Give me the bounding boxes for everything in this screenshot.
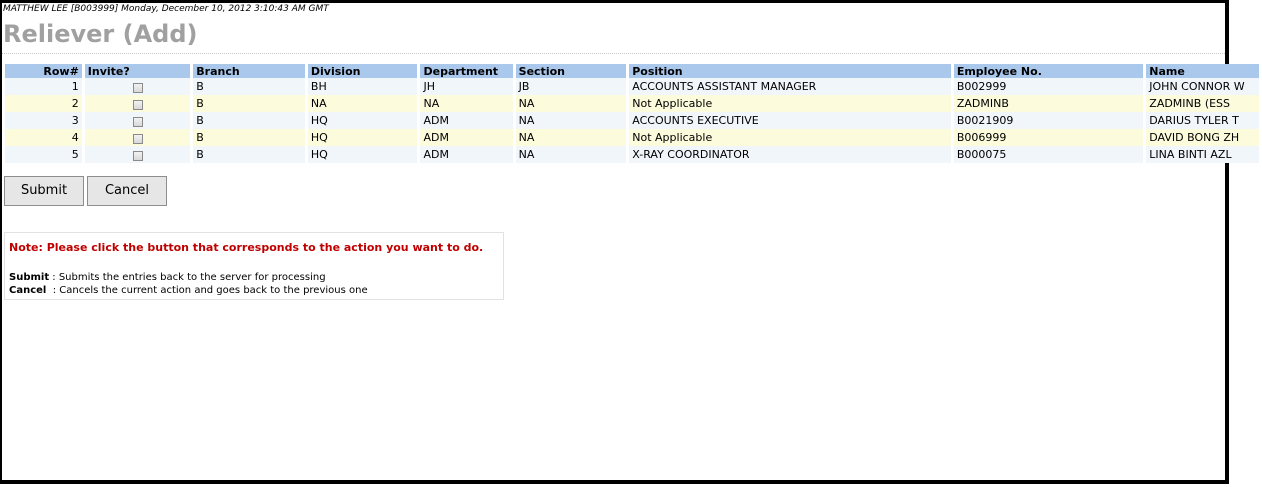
division-cell: HQ bbox=[308, 146, 418, 163]
section-cell: NA bbox=[516, 95, 627, 112]
position-cell: Not Applicable bbox=[629, 129, 951, 146]
name-cell: ZADMINB (ESS bbox=[1146, 95, 1259, 112]
page-title: Reliever (Add) bbox=[3, 20, 198, 48]
table-row bbox=[5, 146, 1259, 163]
position-cell: ACCOUNTS ASSISTANT MANAGER bbox=[629, 78, 951, 95]
section-cell: NA bbox=[516, 129, 627, 146]
name-cell: LINA BINTI AZL bbox=[1146, 146, 1259, 163]
col-header-division: Division bbox=[308, 64, 418, 78]
cancel-button[interactable]: Cancel bbox=[87, 176, 167, 206]
user-session-line: MATTHEW LEE [B003999] Monday, December 10, 2012 3:10:43 AM GMT bbox=[3, 4, 329, 14]
row-number: 3 bbox=[5, 112, 82, 129]
col-header-name: Name bbox=[1146, 64, 1259, 78]
invite-cell bbox=[85, 112, 190, 129]
employee-no-cell: B002999 bbox=[954, 78, 1143, 95]
name-cell: JOHN CONNOR W bbox=[1146, 78, 1259, 95]
table-row bbox=[5, 95, 1259, 112]
table-header-row bbox=[5, 64, 1259, 78]
employee-no-cell: B000075 bbox=[954, 146, 1143, 163]
branch-cell: B bbox=[193, 146, 305, 163]
name-cell: DAVID BONG ZH bbox=[1146, 129, 1259, 146]
division-cell: HQ bbox=[308, 112, 418, 129]
row-number: 1 bbox=[5, 78, 82, 95]
note-submit-line bbox=[9, 272, 326, 283]
department-cell: ADM bbox=[420, 129, 512, 146]
branch-cell: B bbox=[193, 129, 305, 146]
row-number: 4 bbox=[5, 129, 82, 146]
table-row bbox=[5, 129, 1259, 146]
position-cell: X-RAY COORDINATOR bbox=[629, 146, 951, 163]
note-submit-desc: : Submits the entries back to the server for processing bbox=[49, 272, 326, 283]
note-cancel-desc: : Cancels the current action and goes back to the previous one bbox=[46, 285, 368, 296]
col-header-department: Department bbox=[420, 64, 512, 78]
invite-checkbox[interactable] bbox=[133, 83, 143, 93]
invite-cell bbox=[85, 78, 190, 95]
branch-cell: B bbox=[193, 112, 305, 129]
invite-cell bbox=[85, 129, 190, 146]
position-cell: ACCOUNTS EXECUTIVE bbox=[629, 112, 951, 129]
note-submit-key: Submit bbox=[9, 272, 50, 283]
branch-cell: B bbox=[193, 78, 305, 95]
department-cell: ADM bbox=[420, 112, 512, 129]
division-cell: HQ bbox=[308, 129, 418, 146]
division-cell: BH bbox=[308, 78, 418, 95]
note-cancel-key: Cancel bbox=[9, 285, 47, 296]
table-row bbox=[5, 78, 1259, 95]
employee-no-cell: B006999 bbox=[954, 129, 1143, 146]
department-cell: JH bbox=[420, 78, 512, 95]
invite-cell bbox=[85, 95, 190, 112]
invite-checkbox[interactable] bbox=[133, 100, 143, 110]
row-number: 5 bbox=[5, 146, 82, 163]
invite-checkbox[interactable] bbox=[133, 151, 143, 161]
row-number: 2 bbox=[5, 95, 82, 112]
name-cell: DARIUS TYLER T bbox=[1146, 112, 1259, 129]
reliever-table bbox=[2, 64, 1262, 163]
help-note-box bbox=[4, 232, 504, 300]
col-header-branch: Branch bbox=[193, 64, 305, 78]
submit-button[interactable]: Submit bbox=[4, 176, 84, 206]
col-header-row-number: Row# bbox=[5, 64, 82, 78]
department-cell: NA bbox=[420, 95, 512, 112]
col-header-employee-no: Employee No. bbox=[954, 64, 1143, 78]
title-divider bbox=[2, 53, 1225, 54]
col-header-section: Section bbox=[516, 64, 627, 78]
employee-no-cell: ZADMINB bbox=[954, 95, 1143, 112]
division-cell: NA bbox=[308, 95, 418, 112]
col-header-position: Position bbox=[629, 64, 951, 78]
branch-cell: B bbox=[193, 95, 305, 112]
position-cell: Not Applicable bbox=[629, 95, 951, 112]
note-title: Note: Please click the button that corresponds to the action you want to do. bbox=[9, 241, 484, 254]
invite-cell bbox=[85, 146, 190, 163]
section-cell: JB bbox=[516, 78, 627, 95]
note-cancel-line bbox=[9, 285, 368, 296]
department-cell: ADM bbox=[420, 146, 512, 163]
employee-no-cell: B0021909 bbox=[954, 112, 1143, 129]
table-row bbox=[5, 112, 1259, 129]
section-cell: NA bbox=[516, 112, 627, 129]
invite-checkbox[interactable] bbox=[133, 134, 143, 144]
section-cell: NA bbox=[516, 146, 627, 163]
col-header-invite: Invite? bbox=[85, 64, 190, 78]
invite-checkbox[interactable] bbox=[133, 117, 143, 127]
